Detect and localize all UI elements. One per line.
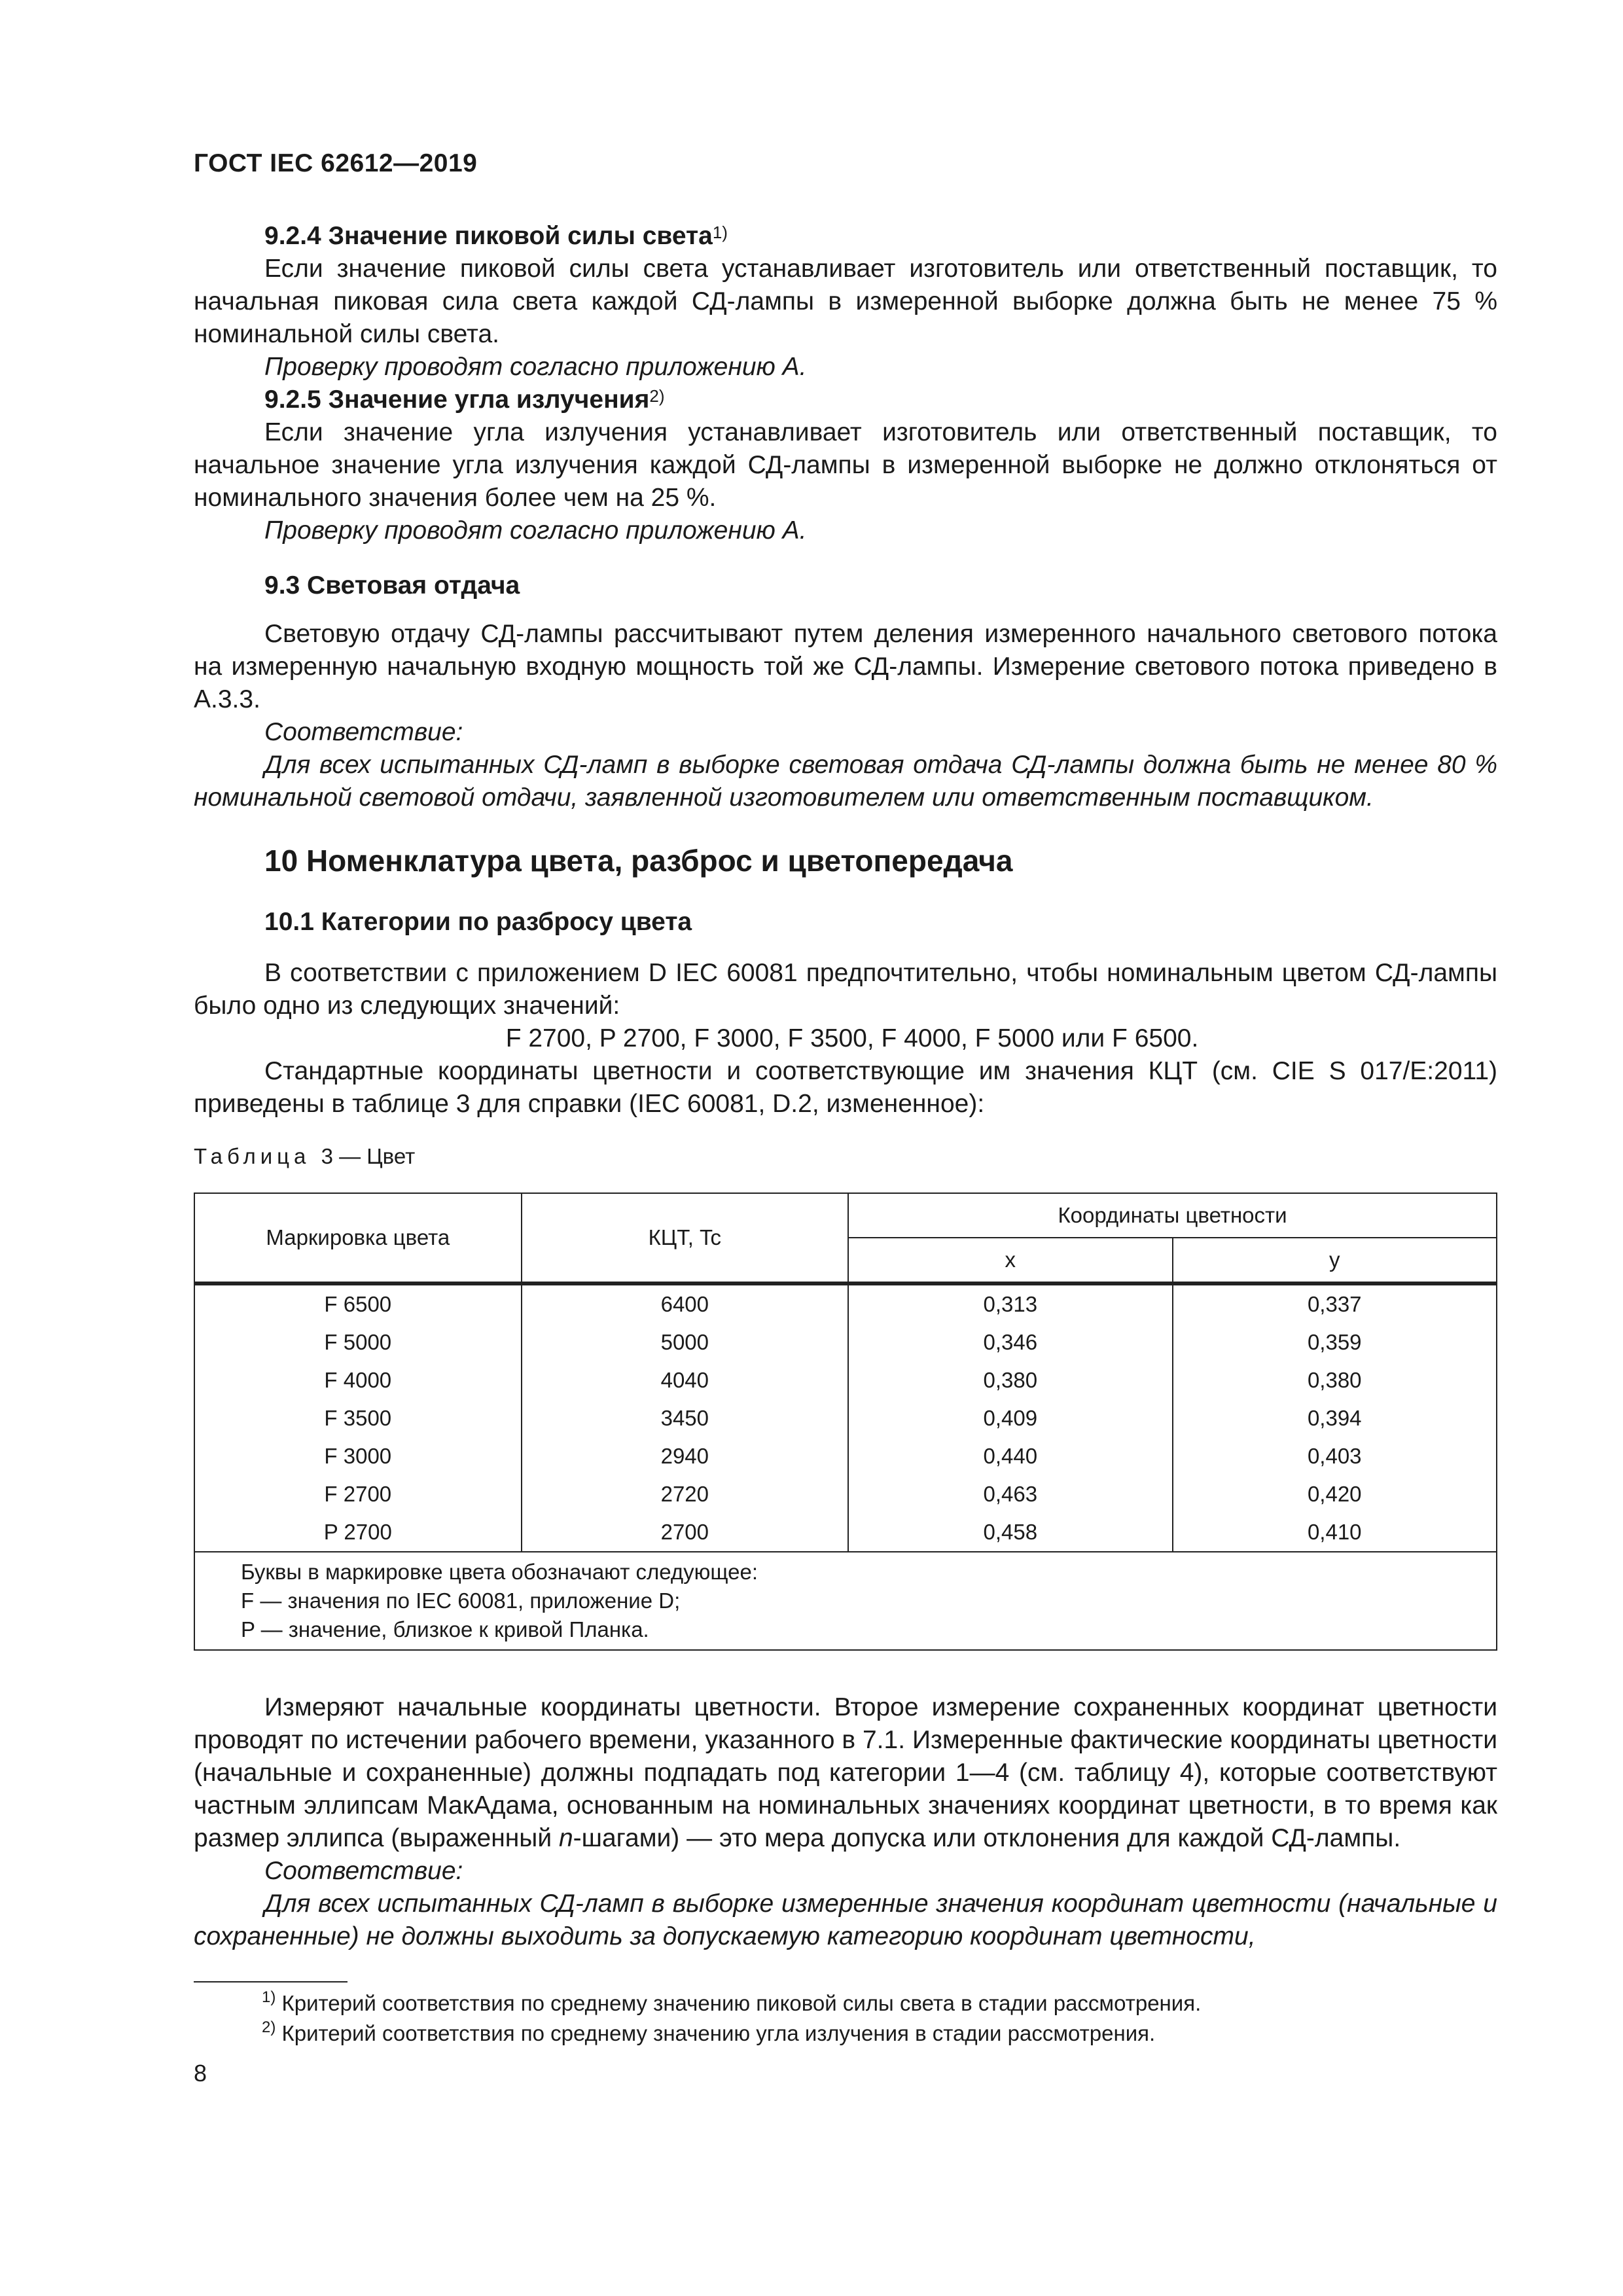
cell-y: 0,380: [1173, 1361, 1497, 1399]
check-note: Проверку проводят согласно приложению А.: [264, 353, 807, 381]
cell-y: 0,410: [1173, 1513, 1497, 1552]
conformity-label: Соответствие:: [264, 1857, 463, 1885]
paragraph: В соответствии с приложением D IEC 60081 предпочтительно, чтобы номинальным цветом СД-лампы было одно из следующих значений:: [194, 959, 1497, 1020]
value-list: F 2700, P 2700, F 3000, F 3500, F 4000, F 5000 или F 6500.: [505, 1024, 1199, 1052]
note-line: F — значения по IEC 60081, приложение D;: [241, 1588, 681, 1613]
cell-x: 0,409: [848, 1399, 1172, 1437]
color-table: [194, 1193, 1497, 1651]
section-9-3: [194, 618, 1497, 814]
cell-y: 0,359: [1173, 1323, 1497, 1361]
cell-marking: F 5000: [194, 1323, 522, 1361]
page-number: 8: [194, 2060, 207, 2087]
footnote-rule: [194, 1981, 348, 1982]
cell-marking: P 2700: [194, 1513, 522, 1552]
cell-y: 0,394: [1173, 1399, 1497, 1437]
table-row: [194, 1323, 1497, 1361]
footnote-ref[interactable]: 2): [649, 386, 665, 406]
footnote-ref[interactable]: 1): [712, 223, 728, 242]
document-header: ГОСТ IEC 62612—2019: [194, 149, 478, 177]
cell-marking: F 3000: [194, 1437, 522, 1475]
section-after-table: [194, 1691, 1497, 1953]
cell-cct: 2940: [522, 1437, 848, 1475]
cell-y: 0,403: [1173, 1437, 1497, 1475]
cell-cct: 2720: [522, 1475, 848, 1513]
cell-marking: F 2700: [194, 1475, 522, 1513]
section-heading: 9.2.5 Значение угла излучения$^{2)}$: [264, 386, 665, 414]
cell-cct: 6400: [522, 1283, 848, 1323]
cell-x: 0,346: [848, 1323, 1172, 1361]
note-line: P — значение, близкое к кривой Планка.: [241, 1617, 649, 1641]
cell-x: 0,380: [848, 1361, 1172, 1399]
paragraph: Измеряют начальные координаты цветности. Второе измерение сохраненных координат цветности проводят по истечении рабочего времени, указанного в 7.1. Измеренные фактические координаты цветности (начальные и сохраненные) должны подпадать под категории 1—4 (см. таблицу 4), которые соответствуют частным эллипсам МакАдама, основанным на номинальных значениях координат цветности, в то время как размер эллипса (выраженный n-шагами) — это мера допуска или отклонения для каждой СД-лампы.: [194, 1693, 1497, 1852]
section-10-1-heading: [194, 906, 1497, 939]
section-10-1: [194, 957, 1497, 1121]
paragraph: Стандартные координаты цветности и соответствующие им значения КЦТ (см. CIE S 017/E:2011) приведены в таблице 3 для справки (IEC 60081, D.2, измененное):: [194, 1057, 1497, 1118]
cell-x: 0,463: [848, 1475, 1172, 1513]
section-heading: 10.1 Категории по разбросу цвета: [264, 908, 692, 936]
conformity-text: Для всех испытанных СД-ламп в выборке световая отдача СД-лампы должна быть не менее 80 % номинальной световой отдачи, заявленной изготовителем или ответственным поставщиком.: [194, 751, 1497, 812]
conformity-label: Соответствие:: [264, 718, 463, 746]
section-heading: 9.3 Световая отдача: [264, 571, 520, 600]
table-row: [194, 1283, 1497, 1323]
footnote-1: $^{1)}$ Критерий соответствия по среднему значению пиковой силы света в стадии рассмотрения.: [262, 1988, 1202, 2015]
paragraph: Если значение угла излучения устанавливает изготовитель или ответственный поставщик, то начальное значение угла излучения каждой СД-лампы в измеренной выборке не должно отклоняться от номинального значения более чем на 25 %.: [194, 418, 1497, 512]
cell-marking: F 6500: [194, 1283, 522, 1323]
table-row: [194, 1475, 1497, 1513]
chapter-heading: 10 Номенклатура цвета, разброс и цветопередача: [264, 844, 1013, 878]
cell-y: 0,420: [1173, 1475, 1497, 1513]
section-9-3-heading: [194, 569, 1497, 602]
conformity-text: Для всех испытанных СД-ламп в выборке измеренные значения координат цветности (начальные и сохраненные) не должны выходить за допускаемую категорию координат цветности,: [194, 1890, 1497, 1950]
check-note: Проверку проводят согласно приложению А.: [264, 516, 807, 545]
cell-x: 0,313: [848, 1283, 1172, 1323]
paragraph: Если значение пиковой силы света устанавливает изготовитель или ответственный поставщик, то начальная пиковая сила света каждой СД-лампы в измеренной выборке должна быть не менее 75 % номинальной силы света.: [194, 255, 1497, 348]
cell-x: 0,458: [848, 1513, 1172, 1552]
col-header-marking: Маркировка цвета: [194, 1193, 522, 1283]
col-header-coords: Координаты цветности: [848, 1193, 1497, 1238]
col-header-cct: КЦТ, Tc: [522, 1193, 848, 1283]
cell-cct: 2700: [522, 1513, 848, 1552]
cell-x: 0,440: [848, 1437, 1172, 1475]
section-9-2-5: [194, 384, 1497, 547]
table-row: [194, 1513, 1497, 1552]
table-note: [194, 1552, 1497, 1650]
table-note-row: [194, 1552, 1497, 1650]
section-10-heading: [194, 844, 1497, 877]
section-9-2-4: [194, 220, 1497, 384]
section-heading: 9.2.4 Значение пиковой силы света$^{1)}$: [264, 222, 728, 250]
paragraph: Световую отдачу СД-лампы рассчитывают путем деления измеренного начального светового потока на измеренную начальную входную мощность той же СД-лампы. Измерение светового потока приведено в А.3.3.: [194, 620, 1497, 713]
table-row: [194, 1437, 1497, 1475]
cell-cct: 5000: [522, 1323, 848, 1361]
cell-y: 0,337: [1173, 1283, 1497, 1323]
col-header-y: y: [1173, 1238, 1497, 1283]
cell-cct: 4040: [522, 1361, 848, 1399]
table-row: [194, 1399, 1497, 1437]
cell-marking: F 4000: [194, 1361, 522, 1399]
cell-marking: F 3500: [194, 1399, 522, 1437]
cell-cct: 3450: [522, 1399, 848, 1437]
table-row: [194, 1361, 1497, 1399]
table-caption: Таблица 3 — Цвет: [194, 1144, 416, 1168]
col-header-x: x: [848, 1238, 1172, 1283]
note-line: Буквы в маркировке цвета обозначают следующее:: [241, 1560, 758, 1584]
footnote-2: $^{2)}$ Критерий соответствия по среднему значению угла излучения в стадии рассмотрения.: [262, 2018, 1156, 2045]
